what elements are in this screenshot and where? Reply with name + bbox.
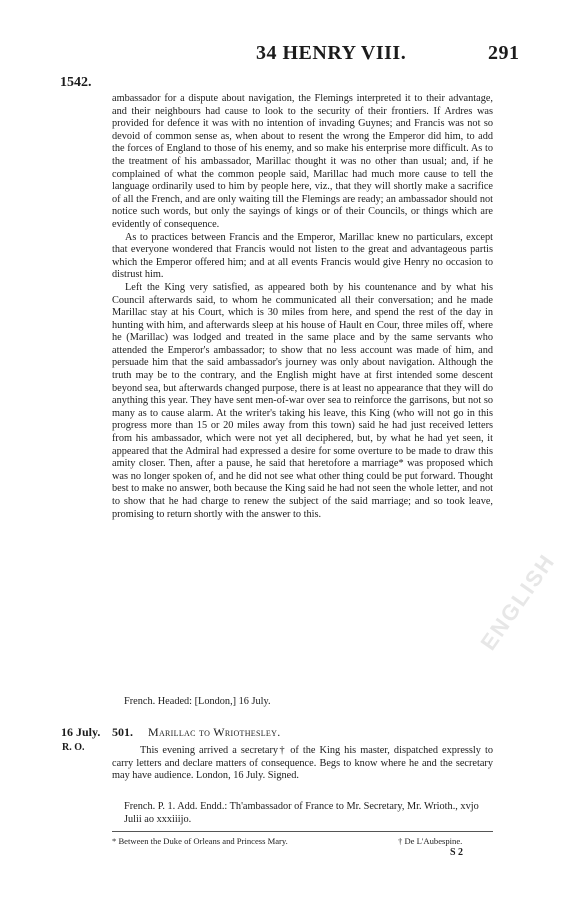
margin-year: 1542. (60, 75, 92, 90)
footnote-rule (112, 831, 493, 832)
running-title: 34 HENRY VIII. (256, 42, 407, 64)
footnote: † De L'Aubespine. (398, 836, 463, 846)
footnote: * Between the Duke of Orleans and Princess Mary. (112, 836, 288, 846)
entry-number: 501. (112, 725, 133, 739)
entry-heading: Marillac to Wriothesley. (148, 725, 281, 739)
dateline: French. Headed: [London,] 16 July. (124, 696, 271, 707)
entry-heading-line (112, 725, 493, 740)
page-number: 291 (488, 42, 520, 64)
entry-reference: R. O. (62, 742, 85, 753)
paragraph: Left the King very satisfied, as appeared both by his countenance and by what his Council afterwards said, to whom he communicated all their conversation; and he made Marillac stay at his Court, which is 30 miles from here, and spend the rest of the day in hunting with him, and afterwards sleep at his house of Hault en Cour, three miles off, where he (Marillac) was lodged and treated in the same place and by the same servants who attended the Emperor's ambassador; to show that no less account was made of him, and persuade him that the said ambassador's journey was only about navigation. Although the truth may be to the contrary, and the English might have at first intended some descent beyond sea, but afterwards changed purpose, there is at least no appearance that they will do anything this year. They have sent men-of-war over sea to reinforce the garrisons, but not so many as to cause alarm. At the writer's taking his leave, this King (who will not go in this progress more than 15 or 20 miles away from this town) said he had just received letters from his ambassador, which were not yet all deciphered, but, by what he had yet seen, it appeared that the Admiral had expressed a desire for some overture to be made to draw this amity closer. Then, after a pause, he said that heretofore a marriage* was proposed which was no longer spoken of, and he did not see what other thing could be put forward. Thought best to make no answer, both because the King said he had not seen the whole letter, and not to show that he had charge to renew the subject of the said marriage; and so took leave, promising to return shortly with the answer to this. (112, 281, 493, 520)
main-text (112, 93, 493, 521)
watermark: ENGLISH (475, 548, 561, 655)
paragraph: ambassador for a dispute about navigation, the Flemings interpreted it to their advantage, and their neighbours had cause to look to the security of their frontiers. If Ardres was provided for defence it was with no intention of invading Guynes; and Francis was not so devoid of common sense as, when about to resent the wrong the Emperor did him, to add the forces of England to those of his enemy, and so make his enterprise more difficult. As to the treatment of his ambassador, Marillac thought it was no other than usual; and, if he complained of what the common people said, Marillac had much more cause to tell the language ordinarily used to him by people here, viz., that they will shortly make a sacrifice of all the French, and are only waiting till the Flemings are ready; an ambassador should not notice such words, but only the sayings of kings or of their Councils, or things which are evidently of consequence. (112, 93, 493, 230)
endorsement: French. P. 1. Add. Endd.: Th'ambassador of France to Mr. Secretary, Mr. Wrioth., xvjo Julii ao xxxiiijo. (124, 801, 479, 825)
entry-text: This evening arrived a secretary† of the King his master, dispatched expressly to carry letters and declare matters of consequence. Begs to know where he and the secretary may have audience. London, 16 July. Signed. (112, 745, 493, 782)
signature-mark: S 2 (450, 847, 464, 858)
entry-date: 16 July. (61, 725, 101, 739)
paragraph: As to practices between Francis and the Emperor, Marillac knew no particulars, except that everyone wondered that Francis would not listen to the great and advantageous partis which the Emperor offered him; and at all events Francis would give Henry no occasion to distrust him. (112, 231, 493, 281)
